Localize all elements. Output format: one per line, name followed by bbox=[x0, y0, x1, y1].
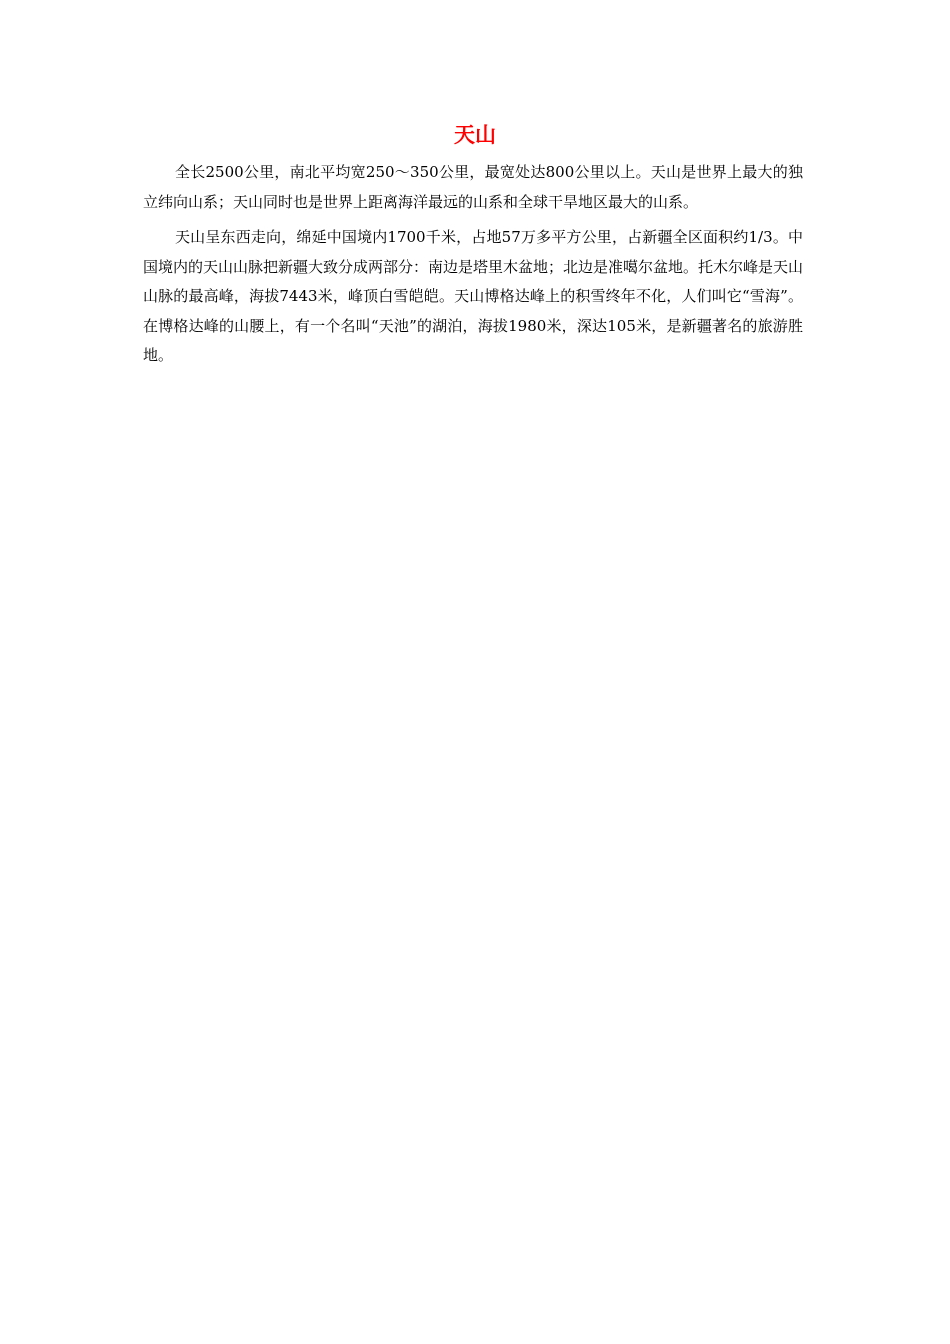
document-body bbox=[143, 158, 803, 377]
paragraph-1: 全长2500公里，南北平均宽250～350公里，最宽处达800公里以上。天山是世界上最大的独立纬向山系；天山同时也是世界上距离海洋最远的山系和全球干旱地区最大的山系。 bbox=[143, 163, 803, 211]
document-title: 天山 bbox=[454, 123, 496, 147]
paragraph-2: 天山呈东西走向，绵延中国境内1700千米，占地57万多平方公里，占新疆全区面积约1/3。中国境内的天山山脉把新疆大致分成两部分：南边是塔里木盆地；北边是准噶尔盆地。托木尔峰是天山山脉的最高峰，海拔7443米，峰顶白雪皑皑。天山博格达峰上的积雪终年不化，人们叫它“雪海”。在博格达峰的山腰上，有一个名叫“天池”的湖泊，海拔1980米，深达105米，是新疆著名的旅游胜地。 bbox=[143, 228, 804, 364]
